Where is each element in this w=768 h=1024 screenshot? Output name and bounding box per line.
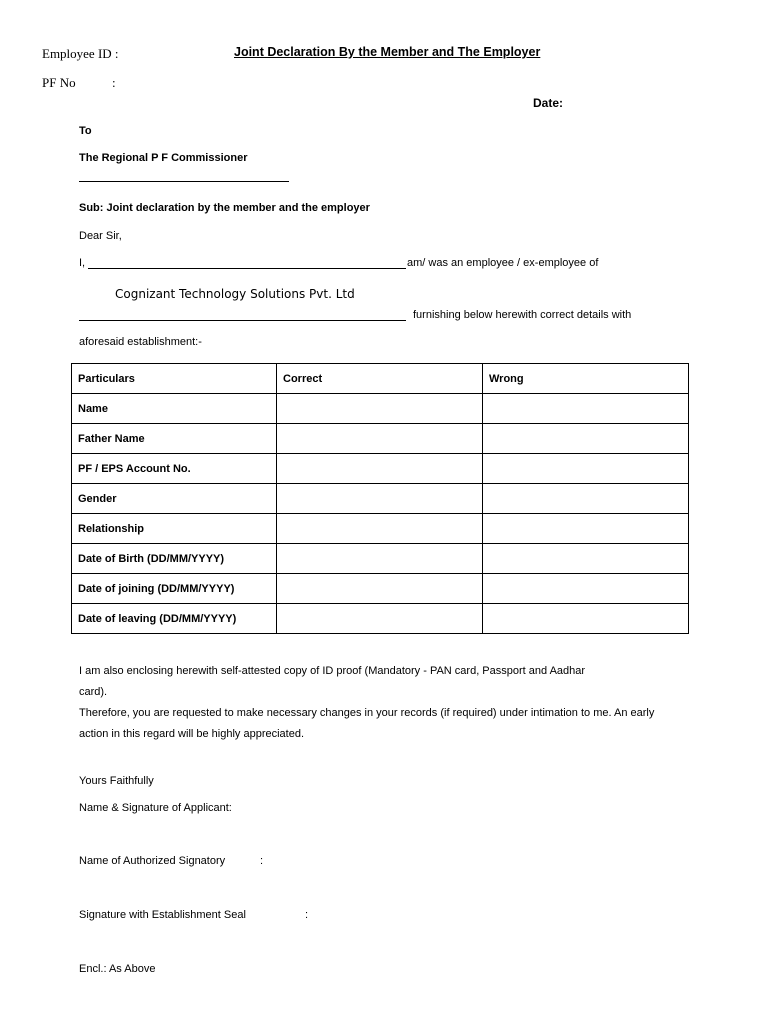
particulars-table [71,363,689,634]
header-particulars: Particulars [72,364,277,394]
wrong-cell[interactable] [483,604,689,634]
table-row [72,544,689,574]
body-line-3: Therefore, you are requested to make necessary changes in your records (if required) under intimation to me. An early [79,707,655,719]
body-paragraph [79,661,654,745]
wrong-cell[interactable] [483,544,689,574]
wrong-cell[interactable] [483,424,689,454]
to-label: To [79,125,92,137]
wrong-cell[interactable] [483,514,689,544]
subject-line: Sub: Joint declaration by the member and the employer [79,202,370,214]
body-line-1: I am also enclosing herewith self-attested copy of ID proof (Mandatory - PAN card, Passport and Aadhar [79,665,586,677]
establishment-seal-label: Signature with Establishment Seal [79,909,246,921]
correct-cell[interactable] [277,454,483,484]
statement-suffix: furnishing below herewith correct details with [413,309,632,321]
correct-cell[interactable] [277,544,483,574]
recipient-label: The Regional P F Commissioner [79,152,248,164]
wrong-cell[interactable] [483,394,689,424]
table-row [72,424,689,454]
statement-prefix: I, [79,257,86,269]
wrong-cell[interactable] [483,484,689,514]
row-label: Relationship [72,514,277,544]
employee-id-label: Employee ID : [42,46,119,61]
pf-no-label: PF No [42,75,76,90]
table-header-row [72,364,689,394]
row-label: Date of Birth (DD/MM/YYYY) [72,544,277,574]
header-correct: Correct [277,364,483,394]
row-label: Father Name [72,424,277,454]
row-label: Gender [72,484,277,514]
correct-cell[interactable] [277,484,483,514]
wrong-cell[interactable] [483,454,689,484]
applicant-signature-label: Name & Signature of Applicant: [79,802,232,814]
authorized-signatory-colon: : [260,855,264,867]
correct-cell[interactable] [277,574,483,604]
body-line-4: action in this regard will be highly appreciated. [79,728,305,740]
company-underline [79,320,406,321]
statement-continuation: aforesaid establishment:- [79,336,202,348]
correct-cell[interactable] [277,424,483,454]
page-title: Joint Declaration By the Member and The Employer [234,45,541,59]
table-row [72,454,689,484]
statement-middle: am/ was an employee / ex-employee of [407,257,599,269]
establishment-seal-colon: : [305,909,309,921]
row-label: Name [72,394,277,424]
yours-faithfully: Yours Faithfully [79,775,154,787]
salutation: Dear Sir, [79,230,122,242]
table-row [72,604,689,634]
name-blank-line [88,268,406,269]
row-label: Date of joining (DD/MM/YYYY) [72,574,277,604]
row-label: Date of leaving (DD/MM/YYYY) [72,604,277,634]
row-label: PF / EPS Account No. [72,454,277,484]
recipient-underline [79,181,289,182]
company-name: Cognizant Technology Solutions Pvt. Ltd [115,287,355,301]
authorized-signatory-label: Name of Authorized Signatory [79,855,226,867]
table-row [72,394,689,424]
date-label: Date: [533,96,564,110]
table-row [72,574,689,604]
wrong-cell[interactable] [483,574,689,604]
enclosure-note: Encl.: As Above [79,963,156,975]
table-row [72,514,689,544]
correct-cell[interactable] [277,514,483,544]
correct-cell[interactable] [277,604,483,634]
table-row [72,484,689,514]
header-wrong: Wrong [483,364,689,394]
correct-cell[interactable] [277,394,483,424]
body-line-2: card). [79,686,108,698]
pf-no-colon: : [112,75,116,90]
